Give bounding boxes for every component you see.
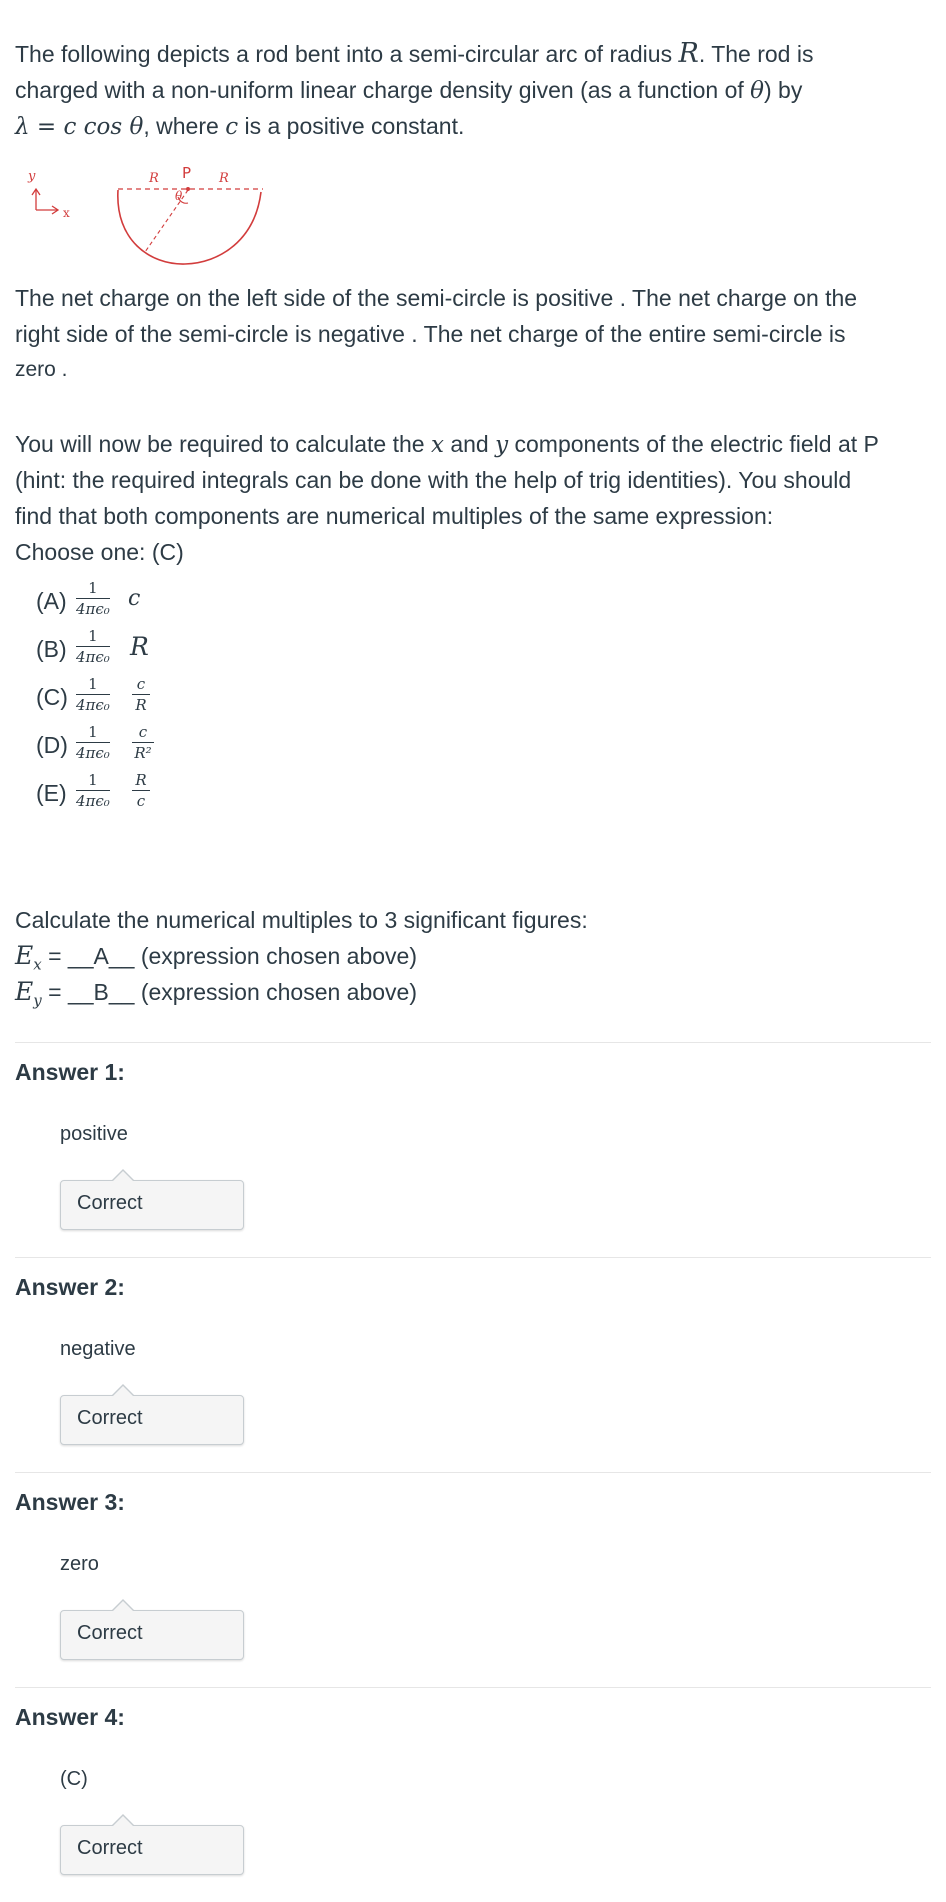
fraction-numerator: 1	[88, 723, 98, 741]
fraction-denominator: 4πϵ₀	[76, 648, 110, 666]
answer-1-status: Correct	[77, 1192, 143, 1214]
fraction-bar	[76, 598, 110, 599]
ey-text: = __B__ (expression chosen above)	[41, 979, 418, 1005]
expression-fraction	[132, 771, 150, 810]
fraction-denominator: 4πϵ₀	[76, 744, 110, 762]
feedback-pointer-fill	[112, 1816, 134, 1827]
choice-expression: R	[130, 632, 149, 661]
answer-divider	[15, 1472, 931, 1473]
coefficient-fraction	[76, 579, 110, 618]
fraction-denominator: R²	[134, 744, 152, 762]
intro-line-1	[15, 36, 813, 72]
intro-line-3	[15, 108, 464, 145]
charge-density-equation: λ = c cos θ	[15, 114, 144, 140]
fraction-denominator: c	[136, 792, 146, 810]
calc-instruction: Calculate the numerical multiples to 3 significant figures:	[15, 907, 588, 933]
answer-3-value: zero	[60, 1553, 99, 1575]
expression-fraction	[132, 675, 150, 714]
net-charge-line-2: right side of the semi-circle is negative . The net charge of the entire semi-circle is	[15, 321, 846, 347]
fraction-denominator: 4πϵ₀	[76, 792, 110, 810]
fraction-bar	[132, 742, 154, 743]
answer-4-feedback	[60, 1825, 244, 1875]
axis-y-label: y	[28, 169, 36, 184]
fraction-denominator: R	[135, 696, 147, 714]
answer-divider	[15, 1257, 931, 1258]
fraction-numerator: 1	[88, 627, 98, 645]
label-p: P	[182, 164, 192, 182]
axes-icon	[32, 189, 58, 214]
label-theta: θ	[175, 189, 183, 203]
answer-1-value: positive	[60, 1123, 128, 1145]
choice-expression: c	[128, 586, 141, 611]
semicircle-sketch	[15, 160, 275, 270]
answer-divider	[15, 1687, 931, 1688]
fraction-numerator: 1	[88, 771, 98, 789]
question-text: You will now be required to calculate the	[15, 431, 431, 457]
intro-text: , where	[143, 113, 226, 139]
fraction-bar	[132, 694, 150, 695]
answer-1-heading: Answer 1:	[15, 1059, 125, 1085]
net-charge-line-3: zero .	[15, 358, 68, 381]
question-line-1	[15, 426, 879, 463]
ey-line	[15, 974, 417, 1019]
answer-2-status: Correct	[77, 1407, 143, 1429]
choice-label: (E)	[36, 780, 67, 806]
fraction-denominator: 4πϵ₀	[76, 600, 110, 618]
ey-symbol: E	[15, 977, 34, 1006]
fraction-bar	[132, 790, 150, 791]
intro-text: charged with a non-uniform linear charge density given (as a function of	[15, 77, 751, 103]
answer-2-value: negative	[60, 1338, 136, 1360]
answer-1-feedback	[60, 1180, 244, 1230]
choice-label: (C)	[36, 684, 68, 710]
choose-one-line: Choose one: (C)	[15, 539, 184, 565]
fraction-numerator: 1	[88, 675, 98, 693]
choice-label: (A)	[36, 588, 67, 614]
answer-3-status: Correct	[77, 1622, 143, 1644]
ey-subscript: y	[33, 991, 42, 1010]
choice-label: (B)	[36, 636, 67, 662]
fraction-bar	[76, 646, 110, 647]
semicircle-arc	[118, 190, 261, 264]
ex-subscript: x	[33, 955, 42, 974]
coefficient-fraction	[76, 723, 110, 762]
ex-text: = __A__ (expression chosen above)	[41, 943, 417, 969]
fraction-numerator: c	[136, 675, 146, 693]
answer-4-status: Correct	[77, 1837, 143, 1859]
fraction-bar	[76, 694, 110, 695]
fraction-bar	[76, 790, 110, 791]
fraction-bar	[76, 742, 110, 743]
point-p-dot	[186, 187, 190, 191]
answer-4-value: (C)	[60, 1768, 88, 1790]
y-symbol: y	[495, 432, 509, 458]
intro-line-2	[15, 72, 802, 109]
ex-symbol: E	[15, 941, 34, 970]
answer-2-heading: Answer 2:	[15, 1274, 125, 1300]
answer-2-feedback	[60, 1395, 244, 1445]
radius-symbol: R	[678, 38, 699, 69]
fraction-denominator: 4πϵ₀	[76, 696, 110, 714]
fraction-numerator: c	[138, 723, 148, 741]
intro-text: . The rod is	[698, 41, 814, 67]
feedback-pointer-fill	[112, 1386, 134, 1397]
feedback-pointer-fill	[112, 1601, 134, 1612]
fraction-numerator: 1	[88, 579, 98, 597]
answer-divider	[15, 1042, 931, 1043]
label-r-left: R	[149, 171, 159, 186]
coefficient-fraction	[76, 771, 110, 810]
answer-4-heading: Answer 4:	[15, 1704, 125, 1730]
axis-x-label: x	[63, 206, 70, 220]
expression-fraction	[132, 723, 154, 762]
net-charge-line-1: The net charge on the left side of the semi-circle is positive . The net charge on the	[15, 285, 858, 311]
intro-text: is a positive constant.	[238, 113, 465, 139]
intro-text: The following depicts a rod bent into a semi-circular arc of radius	[15, 41, 679, 67]
label-r-right: R	[219, 171, 229, 186]
coefficient-fraction	[76, 627, 110, 666]
fraction-numerator: R	[135, 771, 147, 789]
answer-3-feedback	[60, 1610, 244, 1660]
coefficient-fraction	[76, 675, 110, 714]
feedback-pointer-fill	[112, 1171, 134, 1182]
theta-symbol: θ	[750, 78, 764, 104]
question-text: and	[443, 431, 496, 457]
question-line-2: (hint: the required integrals can be done with the help of trig identities). You should	[15, 467, 852, 493]
choice-label: (D)	[36, 732, 68, 758]
question-line-3: find that both components are numerical multiples of the same expression:	[15, 503, 774, 529]
question-text: components of the electric field at P	[508, 431, 879, 457]
x-symbol: x	[430, 432, 444, 458]
intro-text: ) by	[764, 77, 803, 103]
constant-symbol: c	[225, 114, 239, 140]
answer-3-heading: Answer 3:	[15, 1489, 125, 1515]
